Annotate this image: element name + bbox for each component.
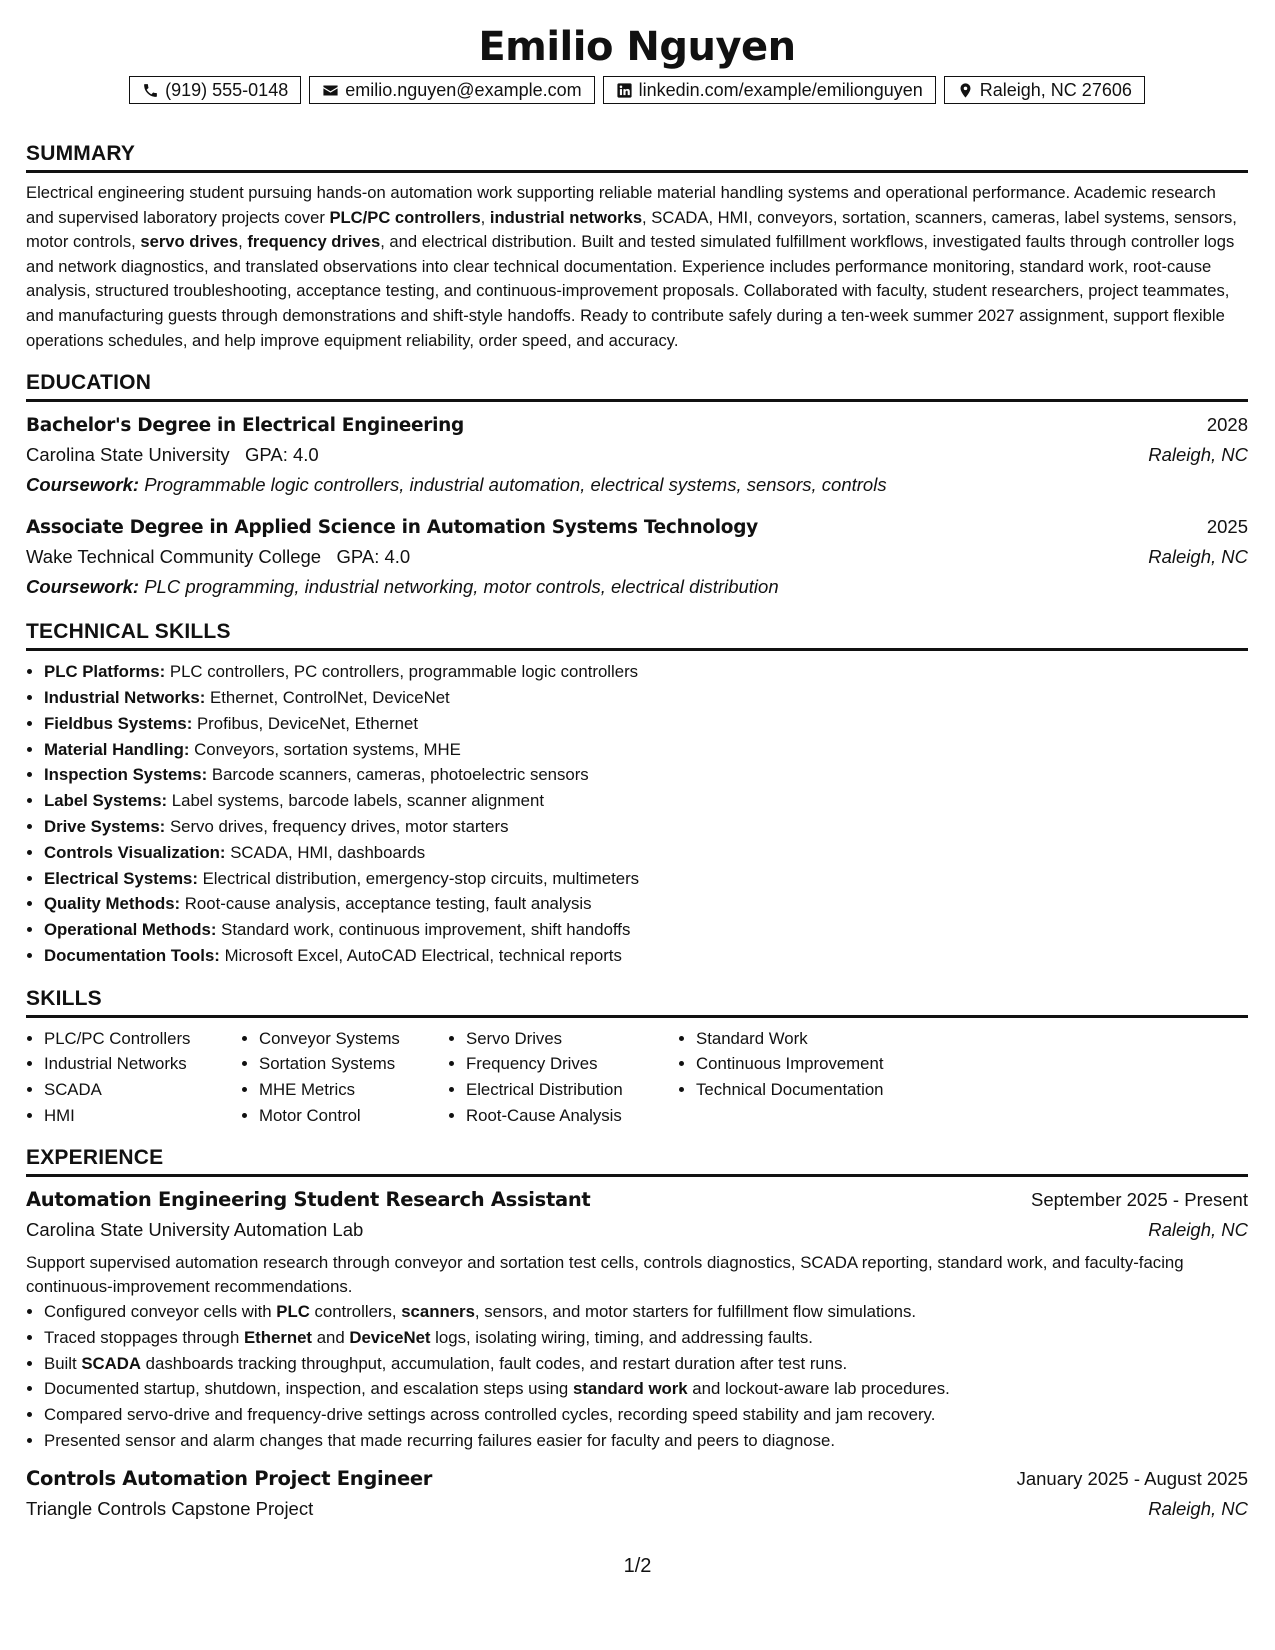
experience-entry — [26, 1185, 1248, 1454]
list-item: • Drive Systems: Servo drives, frequency drives, motor starters — [44, 814, 1248, 840]
list-item: • MHE Metrics — [259, 1077, 448, 1103]
list-item: • Documented startup, shutdown, inspection, and escalation steps using standard work and lockout-aware lab procedures. — [44, 1376, 1248, 1402]
list-item: • Compared servo-drive and frequency-drive settings across controlled cycles, recording speed stability and jam recovery. — [44, 1402, 1248, 1428]
list-item: • Standard Work — [696, 1026, 936, 1052]
list-item: • Conveyor Systems — [259, 1026, 448, 1052]
degree-date: 2025 — [1206, 516, 1248, 538]
contact-location — [944, 76, 1145, 104]
list-item: • Configured conveyor cells with PLC controllers, scanners, sensors, and motor starters for fulfillment flow simulations. — [44, 1299, 1248, 1325]
email-text: emilio.nguyen@example.com — [345, 79, 582, 100]
coursework: Coursework: Programmable logic controllers, industrial automation, electrical systems, sensors, controls — [26, 474, 887, 496]
technical-skills-list — [26, 659, 1248, 969]
skills-grid — [26, 1026, 1248, 1128]
job-bullets — [26, 1299, 1248, 1454]
list-item: • Controls Visualization: SCADA, HMI, dashboards — [44, 840, 1248, 866]
job-location: Raleigh, NC — [1148, 1497, 1248, 1519]
list-item: • Documentation Tools: Microsoft Excel, AutoCAD Electrical, technical reports — [44, 943, 1248, 969]
list-item: • Sortation Systems — [259, 1051, 448, 1077]
contact-phone[interactable] — [129, 76, 301, 104]
gpa: GPA: 4.0 — [336, 546, 411, 568]
envelope-icon — [322, 82, 339, 99]
list-item: • SCADA — [44, 1077, 241, 1103]
list-item: • Material Handling: Conveyors, sortation systems, MHE — [44, 737, 1248, 763]
list-item: • Frequency Drives — [466, 1051, 678, 1077]
list-item: • Technical Documentation — [696, 1077, 936, 1103]
list-item: • Inspection Systems: Barcode scanners, cameras, photoelectric sensors — [44, 762, 1248, 788]
list-item: • Label Systems: Label systems, barcode labels, scanner alignment — [44, 788, 1248, 814]
education-heading: EDUCATION — [26, 371, 1248, 402]
list-item: • Industrial Networks: Ethernet, ControlNet, DeviceNet — [44, 685, 1248, 711]
map-pin-icon — [957, 82, 974, 99]
list-item: • Fieldbus Systems: Profibus, DeviceNet, Ethernet — [44, 711, 1248, 737]
list-item: • Industrial Networks — [44, 1051, 241, 1077]
skills-column — [26, 1026, 241, 1128]
resume-page — [26, 0, 1248, 1524]
institution: Carolina State University — [26, 444, 230, 466]
page-number: 1/2 — [623, 1555, 652, 1577]
list-item: • Motor Control — [259, 1103, 448, 1129]
summary-heading: SUMMARY — [26, 142, 1248, 173]
list-item: • HMI — [44, 1103, 241, 1129]
linkedin-text: linkedin.com/example/emilionguyen — [638, 79, 923, 100]
list-item: • Presented sensor and alarm changes that made recurring failures easier for faculty and peers to diagnose. — [44, 1428, 1248, 1454]
experience-entry — [26, 1464, 1248, 1524]
job-title: Controls Automation Project Engineer — [26, 1466, 433, 1490]
contact-email[interactable] — [309, 76, 594, 104]
skills-column — [678, 1026, 936, 1128]
contact-bar — [26, 76, 1248, 104]
skills-column — [448, 1026, 678, 1128]
job-location: Raleigh, NC — [1148, 1219, 1248, 1241]
candidate-name: Emilio Nguyen — [478, 24, 796, 70]
experience-heading: EXPERIENCE — [26, 1146, 1248, 1177]
education-entry — [26, 512, 1248, 602]
job-date: January 2025 - August 2025 — [1016, 1467, 1248, 1489]
job-date: September 2025 - Present — [1031, 1189, 1248, 1211]
phone-text: (919) 555-0148 — [165, 79, 289, 100]
institution: Wake Technical Community College — [26, 546, 322, 568]
list-item: • Continuous Improvement — [696, 1051, 936, 1077]
job-organization: Triangle Controls Capstone Project — [26, 1497, 314, 1519]
education-entry — [26, 410, 1248, 500]
list-item: • Quality Methods: Root-cause analysis, acceptance testing, fault analysis — [44, 891, 1248, 917]
job-description: Support supervised automation research through conveyor and sortation test cells, controls diagnostics, SCADA reporting, standard work, and faculty-facing continuous-improvement recommendations. — [26, 1253, 1184, 1297]
skills-column — [241, 1026, 448, 1128]
contact-linkedin[interactable] — [603, 76, 936, 104]
gpa: GPA: 4.0 — [245, 444, 319, 466]
list-item: • Electrical Distribution — [466, 1077, 678, 1103]
list-item: • Operational Methods: Standard work, continuous improvement, shift handoffs — [44, 917, 1248, 943]
list-item: • Traced stoppages through Ethernet and DeviceNet logs, isolating wiring, timing, and addressing faults. — [44, 1325, 1248, 1351]
degree-date: 2028 — [1206, 414, 1248, 436]
degree-title: Bachelor's Degree in Electrical Engineering — [26, 415, 464, 437]
institution-location: Raleigh, NC — [1148, 546, 1248, 568]
location-text: Raleigh, NC 27606 — [979, 79, 1132, 100]
technical-skills-heading: TECHNICAL SKILLS — [26, 620, 1248, 651]
job-organization: Carolina State University Automation Lab — [26, 1219, 364, 1241]
phone-icon — [142, 82, 159, 99]
skills-heading: SKILLS — [26, 987, 1248, 1018]
degree-title: Associate Degree in Applied Science in Automation Systems Technology — [26, 517, 758, 539]
summary-text: Electrical engineering student pursuing hands-on automation work supporting reliable material handling systems and operational performance. Academic research and supervised laboratory projects cover PLC/PC controllers, industrial networks, SCADA, HMI, conveyors, sortation, scanners, cameras, label systems, sensors, motor controls, servo drives, frequency drives, and electrical distribution. Built and tested simulated fulfillment workflows, investigated faults through controller logs and network diagnostics, and translated observations into clear technical documentation. Experience includes performance monitoring, standard work, root-cause analysis, structured troubleshooting, acceptance testing, and continuous-improvement proposals. Collaborated with faculty, student researchers, project teammates, and manufacturing guests through demonstrations and shift-style handoffs. Ready to contribute safely during a ten-week summer 2027 assignment, support flexible operations schedules, and help improve equipment reliability, order speed, and accuracy. — [26, 183, 1237, 350]
linkedin-icon — [616, 82, 633, 99]
institution-location: Raleigh, NC — [1148, 444, 1248, 466]
list-item: • Built SCADA dashboards tracking throughput, accumulation, fault codes, and restart duration after test runs. — [44, 1351, 1248, 1377]
job-title: Automation Engineering Student Research Assistant — [26, 1188, 591, 1212]
list-item: • PLC/PC Controllers — [44, 1026, 241, 1052]
coursework: Coursework: PLC programming, industrial networking, motor controls, electrical distribution — [26, 576, 779, 598]
list-item: • Root-Cause Analysis — [466, 1103, 678, 1129]
list-item: • Servo Drives — [466, 1026, 678, 1052]
list-item: • Electrical Systems: Electrical distribution, emergency-stop circuits, multimeters — [44, 866, 1248, 892]
list-item: • PLC Platforms: PLC controllers, PC controllers, programmable logic controllers — [44, 659, 1248, 685]
